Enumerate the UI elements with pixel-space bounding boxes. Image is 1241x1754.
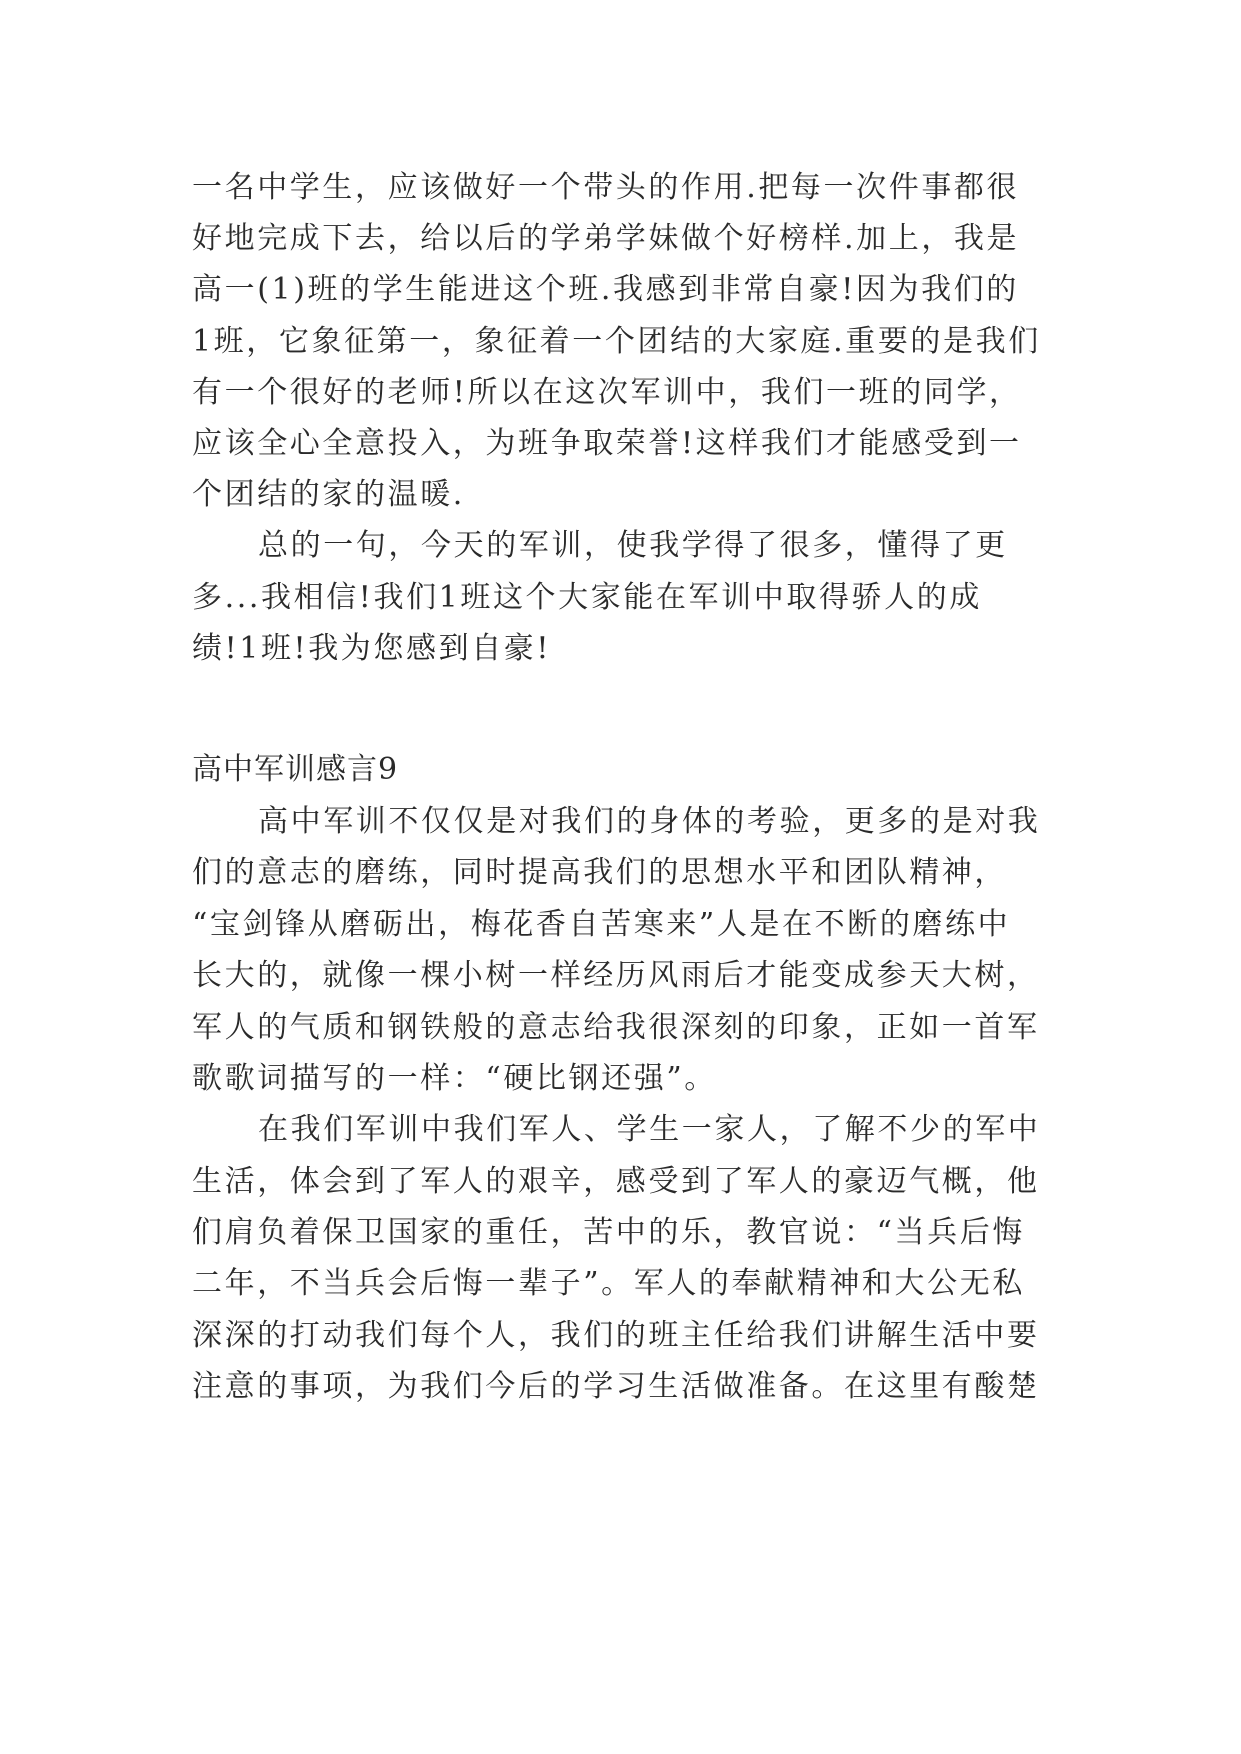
paragraph-line: 生活，体会到了军人的艰辛，感受到了军人的豪迈气概，他 [192, 1164, 1040, 1199]
paragraph-line: 二年，不当兵会后悔一辈子”。军人的奉献精神和大公无私 [192, 1266, 1025, 1301]
paragraph-line: 长大的，就像一棵小树一样经历风雨后才能变成参天大树， [192, 958, 1040, 993]
paragraph-line: 一名中学生，应该做好一个带头的作用.把每一次件事都很 [192, 170, 1020, 205]
paragraph-line: “宝剑锋从磨砺出，梅花香自苦寒来”人是在不断的磨练中 [192, 907, 1011, 942]
paragraph-line: 注意的事项，为我们今后的学习生活做准备。在这里有酸楚 [192, 1369, 1040, 1404]
paragraph-line: 军人的气质和钢铁般的意志给我很深刻的印象，正如一首军 [192, 1010, 1040, 1045]
paragraph-line: 歌歌词描写的一样：“硬比钢还强”。 [192, 1061, 717, 1096]
paragraph-line: 高一(1)班的学生能进这个班.我感到非常自豪!因为我们的 [192, 272, 1019, 307]
paragraph-line: 个团结的家的温暖. [192, 477, 465, 512]
paragraph-line: 好地完成下去，给以后的学弟学妹做个好榜样.加上，我是 [192, 221, 1020, 256]
paragraph-line: 在我们军训中我们军人、学生一家人，了解不少的军中 [258, 1112, 1041, 1147]
paragraph-line: 高中军训不仅仅是对我们的身体的考验，更多的是对我 [258, 804, 1041, 839]
paragraph-line: 多...我相信!我们1班这个大家能在军训中取得骄人的成 [192, 580, 982, 615]
paragraph-line: 总的一句，今天的军训，使我学得了很多，懂得了更 [258, 528, 1008, 563]
paragraph-line: 1班，它象征第一，象征着一个团结的大家庭.重要的是我们 [192, 324, 1041, 359]
paragraph-line: 绩!1班!我为您感到自豪! [192, 631, 552, 666]
paragraph-line: 深深的打动我们每个人，我们的班主任给我们讲解生活中要 [192, 1318, 1040, 1353]
paragraph-line: 应该全心全意投入，为班争取荣誉!这样我们才能感受到一 [192, 426, 1022, 461]
paragraph-line: 有一个很好的老师!所以在这次军训中，我们一班的同学， [192, 375, 1022, 410]
section-title: 高中军训感言9 [192, 752, 399, 787]
paragraph-line: 们的意志的磨练，同时提高我们的思想水平和团队精神， [192, 855, 1007, 890]
paragraph-line: 们肩负着保卫国家的重任，苦中的乐，教官说：“当兵后悔 [192, 1215, 1025, 1250]
